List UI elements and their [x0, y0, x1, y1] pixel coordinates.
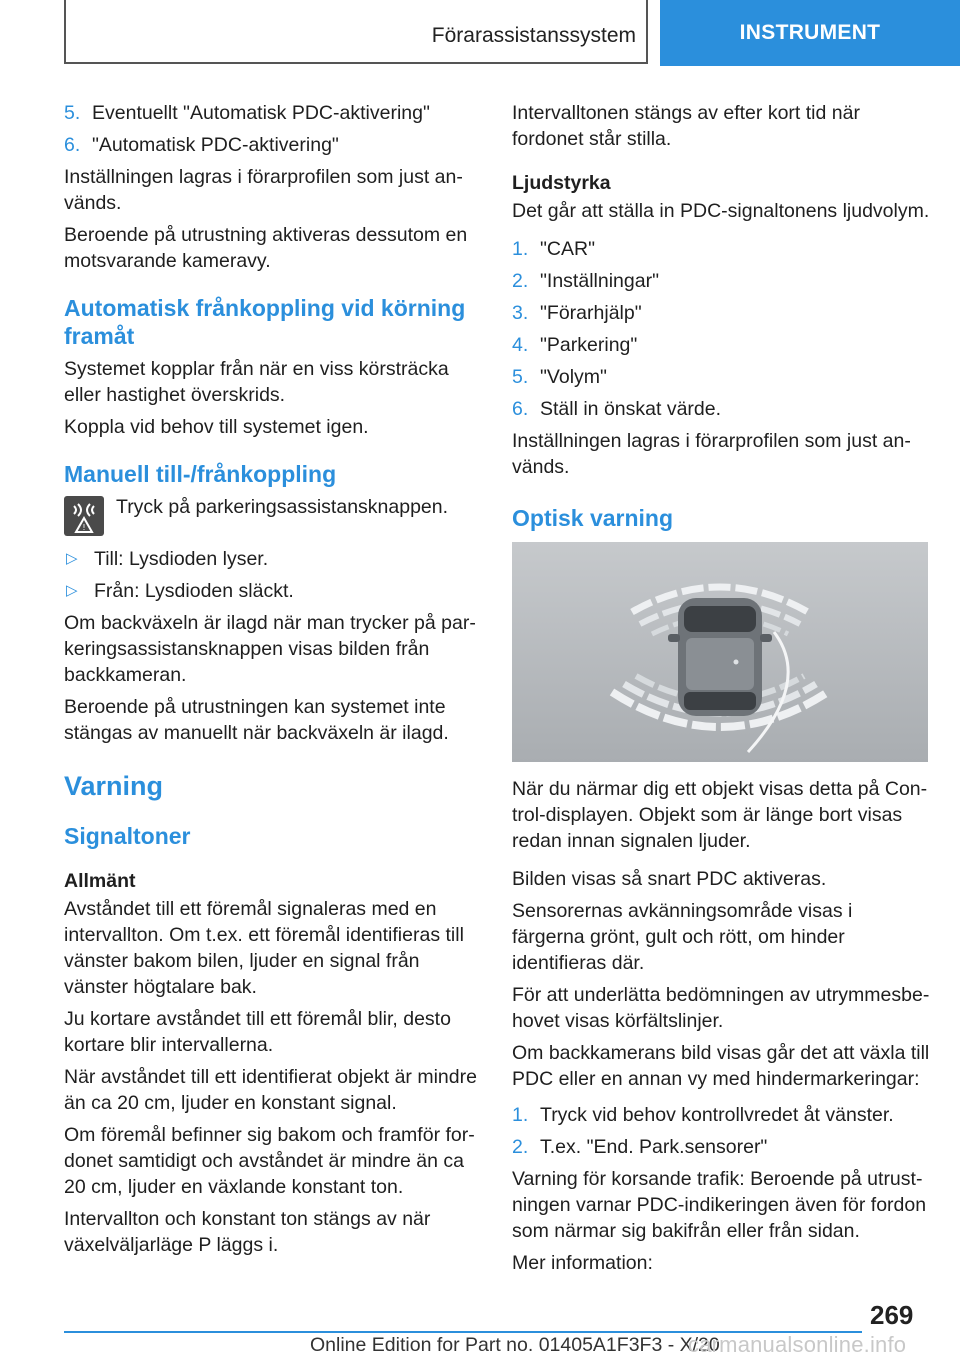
page-header: [0, 0, 960, 66]
paragraph: Inställningen lagras i förarprofilen som just används.: [64, 166, 463, 214]
list-text: Från: Lysdioden släckt.: [94, 580, 294, 602]
list-item: [512, 364, 930, 390]
paragraph: Systemet kopplar från när en viss körsträcka eller hastighet överskrids.: [64, 358, 449, 406]
list-number: 5.: [64, 102, 81, 124]
list-text: Eventuellt "Automatisk PDC-aktivering": [92, 102, 430, 124]
heading-volume: Ljudstyrka: [512, 172, 611, 194]
list-item: [512, 1134, 930, 1160]
list-text: "CAR": [540, 238, 596, 260]
header-chapter-tab: INSTRUMENT: [660, 0, 960, 66]
svg-text:!: !: [82, 523, 86, 532]
paragraph: Avståndet till ett föremål signaleras med en intervallton. Om t.ex. ett föremål identifieras till vänster bakom bilen, ljuder en signal från vänster högtalare bak.: [64, 898, 464, 998]
heading-warning: Varning: [64, 771, 164, 801]
paragraph: När avståndet till ett identifierat objekt är mindre än ca 20 cm, ljuder en konstant signal.: [64, 1066, 477, 1114]
paragraph: Om backväxeln är ilagd när man trycker på parkeringsassistansknappen visas bilden från backkameran.: [64, 612, 476, 686]
steps-list-camera: [512, 1102, 930, 1160]
header-section-title: Förarassistanssystem: [431, 24, 636, 47]
paragraph: Intervallton och konstant ton stängs av när växelväljarläge P läggs i.: [64, 1208, 431, 1256]
list-number: 2.: [512, 1136, 529, 1158]
list-text: "Förarhjälp": [540, 302, 642, 324]
heading-manual-toggle: Manuell till-/frånkoppling: [64, 461, 337, 487]
steps-list-left: [64, 100, 482, 158]
heading-optical-warning: Optisk varning: [512, 505, 674, 531]
triangle-bullet-icon: ▷: [66, 550, 78, 567]
heading-general: Allmänt: [64, 870, 136, 892]
list-item: [64, 546, 482, 572]
paragraph: Beroende på utrustningen kan systemet inte stängas av manuellt när backväxeln är ilagd.: [64, 696, 449, 744]
paragraph: Beroende på utrustning aktiveras dessutom en motsvarande kameravy.: [64, 224, 468, 272]
list-number: 6.: [64, 134, 81, 156]
list-text: "Volym": [540, 366, 607, 388]
list-number: 2.: [512, 270, 529, 292]
list-text: "Parkering": [540, 334, 638, 356]
list-item: [512, 300, 930, 326]
paragraph: Sensorernas avkänningsområde visas i färgerna grönt, gult och rött, om hinder identifieras där.: [512, 900, 853, 974]
paragraph: Koppla vid behov till systemet igen.: [64, 416, 369, 438]
page-number: 269: [870, 1300, 914, 1330]
list-text: Tryck vid behov kontrollvredet åt vänster.: [540, 1104, 894, 1126]
paragraph: Ju kortare avståndet till ett föremål blir, desto kortare blir intervallerna.: [64, 1008, 451, 1056]
list-text: "Inställningar": [540, 270, 659, 292]
list-item: [512, 396, 930, 422]
list-number: 5.: [512, 366, 529, 388]
list-item: [64, 100, 482, 126]
list-number: 4.: [512, 334, 529, 356]
paragraph: Bilden visas så snart PDC aktiveras.: [512, 868, 827, 890]
paragraph: Mer information:: [512, 1252, 653, 1274]
list-text: Till: Lysdioden lyser.: [94, 548, 269, 570]
parking-assist-button-icon: [64, 496, 104, 536]
list-number: 1.: [512, 1104, 529, 1126]
triangle-bullet-icon: ▷: [66, 582, 78, 599]
list-item: [512, 1102, 930, 1128]
paragraph: Om backkamerans bild visas går det att växla till PDC eller en annan vy med hindermarkeringar:: [512, 1042, 930, 1090]
right-column: [512, 100, 930, 1282]
paragraph: Intervalltonen stängs av efter kort tid när fordonet står stilla.: [512, 102, 860, 150]
list-item: [512, 268, 930, 294]
paragraph: För att underlätta bedömningen av utrymmesbehovet visas körfältslinjer.: [512, 984, 930, 1032]
paragraph: Varning för korsande trafik: Beroende på utrustningen varnar PDC-indikeringen även för fordon som närmar sig bakifrån eller från sidan.: [512, 1168, 927, 1242]
left-column: [64, 100, 482, 1264]
list-number: 1.: [512, 238, 529, 260]
watermark: carmanualsonline.info: [688, 1332, 907, 1357]
icon-instruction-text: Tryck på parkeringsassistansknappen.: [116, 496, 449, 518]
steps-list-volume: [512, 236, 930, 422]
bullet-list: [64, 546, 482, 604]
list-text: T.ex. "End. Park.sensorer": [540, 1136, 768, 1158]
list-text: "Automatisk PDC-aktivering": [92, 134, 339, 156]
paragraph: Det går att ställa in PDC-signaltonens ljudvolym.: [512, 200, 930, 222]
icon-instruction: [64, 494, 482, 536]
pdc-display-illustration: [512, 542, 928, 762]
heading-auto-disengage: Automatisk frånkoppling vid körning framåt: [64, 295, 466, 349]
paragraph: När du närmar dig ett objekt visas detta på Control-displayen. Objekt som är länge bort visas redan innan signalen ljuder.: [512, 778, 928, 852]
list-item: [64, 132, 482, 158]
list-number: 6.: [512, 398, 529, 420]
paragraph: Om föremål befinner sig bakom och framför fordonet samtidigt och avståndet är mindre än ca 20 cm, ljuder en växlande konstant ton.: [64, 1124, 475, 1198]
list-number: 3.: [512, 302, 529, 324]
list-text: Ställ in önskat värde.: [540, 398, 722, 420]
list-item: [512, 332, 930, 358]
paragraph: Inställningen lagras i förarprofilen som just används.: [512, 430, 911, 478]
footer-edition-text: Online Edition for Part no. 01405A1F3F3 - X/20: [310, 1334, 720, 1356]
list-item: [64, 578, 482, 604]
list-item: [512, 236, 930, 262]
heading-signal-tones: Signaltoner: [64, 823, 191, 849]
